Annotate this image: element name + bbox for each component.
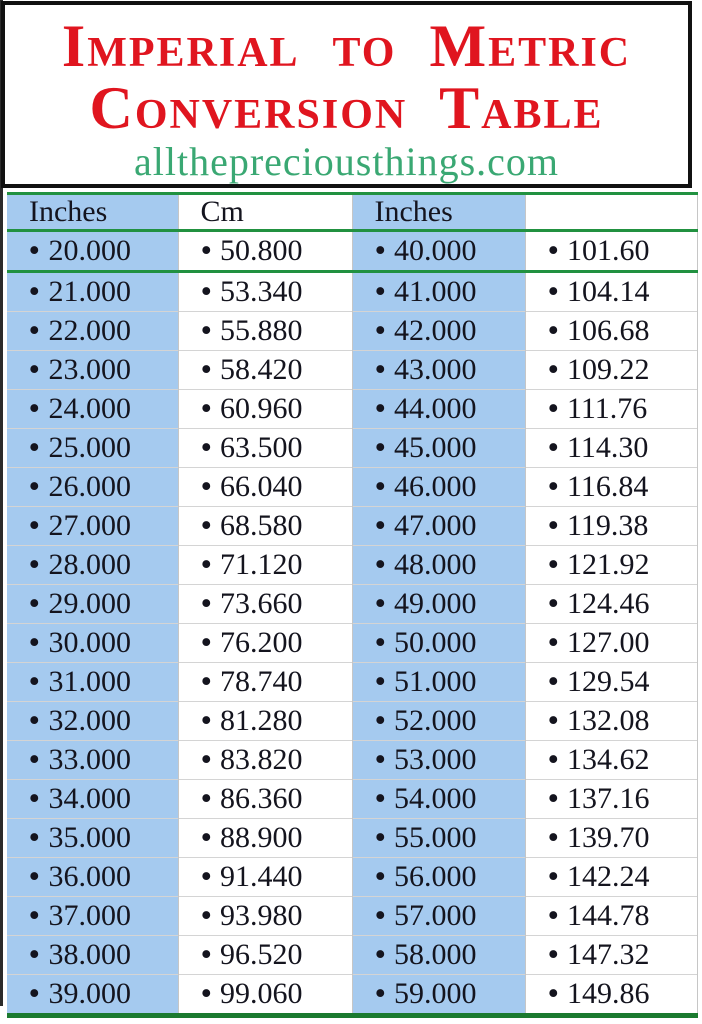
cell-value: 96.520 [220, 938, 303, 971]
cell-value: 44.000 [394, 392, 477, 425]
table-row [7, 351, 697, 390]
bullet-icon: • [373, 780, 386, 817]
cell-in1 [7, 272, 178, 312]
cell-value: 106.68 [567, 314, 650, 347]
cell-value: 37.000 [48, 899, 132, 932]
bullet-icon: • [373, 468, 386, 505]
cell-cm1 [178, 780, 352, 819]
bullet-icon: • [373, 897, 386, 934]
cell-value: 46.000 [394, 470, 477, 503]
cell-in1 [7, 858, 178, 897]
cell-cm1 [178, 351, 352, 390]
cell-in1 [7, 936, 178, 975]
cell-value: 52.000 [394, 704, 477, 737]
cell-value: 71.120 [220, 548, 303, 581]
cell-in2 [352, 507, 525, 546]
cell-value: 132.08 [567, 704, 650, 737]
bullet-icon: • [373, 273, 386, 310]
cell-value: 56.000 [394, 860, 477, 893]
cell-value: 23.000 [48, 353, 132, 386]
cell-cm1 [178, 975, 352, 1016]
bullet-icon: • [199, 351, 212, 388]
cell-in2 [352, 702, 525, 741]
cell-in2 [352, 272, 525, 312]
bullet-icon: • [546, 936, 559, 973]
cell-value: 86.360 [220, 782, 303, 815]
cell-value: 43.000 [394, 353, 477, 386]
bullet-icon: • [546, 312, 559, 349]
bullet-icon: • [28, 546, 41, 583]
cell-in1 [7, 546, 178, 585]
cell-value: 99.060 [220, 977, 303, 1010]
cell-in1 [7, 351, 178, 390]
cell-value: 54.000 [394, 782, 477, 815]
cell-value: 31.000 [48, 665, 132, 698]
bullet-icon: • [28, 351, 41, 388]
cell-in2 [352, 312, 525, 351]
cell-value: 25.000 [48, 431, 132, 464]
bullet-icon: • [546, 702, 559, 739]
cell-value: 76.200 [220, 626, 303, 659]
cell-cm2 [525, 858, 697, 897]
bullet-icon: • [373, 351, 386, 388]
cell-value: 49.000 [394, 587, 477, 620]
bullet-icon: • [546, 663, 559, 700]
cell-value: 83.820 [220, 743, 303, 776]
bullet-icon: • [199, 273, 212, 310]
bullet-icon: • [546, 468, 559, 505]
cell-value: 60.960 [220, 392, 303, 425]
cell-cm1 [178, 272, 352, 312]
bullet-icon: • [199, 897, 212, 934]
cell-cm1 [178, 702, 352, 741]
cell-cm1 [178, 231, 352, 272]
cell-value: 144.78 [567, 899, 650, 932]
cell-value: 63.500 [220, 431, 303, 464]
cell-value: 116.84 [567, 470, 649, 503]
table-row [7, 585, 697, 624]
cell-in2 [352, 741, 525, 780]
table-row [7, 429, 697, 468]
bullet-icon: • [199, 741, 212, 778]
bullet-icon: • [199, 780, 212, 817]
table-row [7, 468, 697, 507]
cell-in2 [352, 858, 525, 897]
cell-in2 [352, 819, 525, 858]
cell-value: 147.32 [567, 938, 650, 971]
cell-in1 [7, 702, 178, 741]
cell-value: 93.980 [220, 899, 303, 932]
bullet-icon: • [28, 273, 41, 310]
cell-value: 68.580 [220, 509, 303, 542]
col-header-cm-right [525, 194, 697, 231]
cell-in1 [7, 468, 178, 507]
table-row [7, 624, 697, 663]
cell-cm1 [178, 507, 352, 546]
bullet-icon: • [546, 819, 559, 856]
cell-value: 53.000 [394, 743, 477, 776]
cell-cm1 [178, 312, 352, 351]
table-row [7, 780, 697, 819]
cell-cm1 [178, 936, 352, 975]
bullet-icon: • [546, 858, 559, 895]
bullet-icon: • [546, 507, 559, 544]
cell-value: 34.000 [48, 782, 132, 815]
cell-value: 127.00 [567, 626, 650, 659]
cell-in1 [7, 231, 178, 272]
cell-cm2 [525, 272, 697, 312]
table-row [7, 663, 697, 702]
cell-cm2 [525, 741, 697, 780]
bullet-icon: • [28, 312, 41, 349]
cell-value: 134.62 [567, 743, 650, 776]
cell-cm2 [525, 663, 697, 702]
cell-in1 [7, 507, 178, 546]
cell-cm1 [178, 468, 352, 507]
bullet-icon: • [28, 429, 41, 466]
cell-cm1 [178, 546, 352, 585]
bullet-icon: • [28, 663, 41, 700]
col-header-inches-right: Inches [352, 194, 525, 231]
cell-cm1 [178, 741, 352, 780]
cell-in1 [7, 975, 178, 1016]
cell-value: 114.30 [567, 431, 649, 464]
conversion-table [7, 192, 698, 1018]
cell-cm2 [525, 702, 697, 741]
bullet-icon: • [199, 429, 212, 466]
cell-value: 22.000 [48, 314, 132, 347]
bullet-icon: • [28, 232, 41, 269]
bullet-icon: • [546, 429, 559, 466]
cell-value: 111.76 [567, 392, 648, 425]
bullet-icon: • [28, 468, 41, 505]
conversion-table-body [7, 231, 697, 1016]
cell-in2 [352, 429, 525, 468]
cell-value: 24.000 [48, 392, 132, 425]
cell-cm1 [178, 897, 352, 936]
bullet-icon: • [546, 897, 559, 934]
cell-value: 104.14 [567, 275, 650, 308]
bullet-icon: • [199, 702, 212, 739]
bullet-icon: • [373, 741, 386, 778]
cell-value: 59.000 [394, 977, 477, 1010]
bullet-icon: • [28, 975, 41, 1012]
cell-in1 [7, 741, 178, 780]
bullet-icon: • [199, 390, 212, 427]
table-row [7, 858, 697, 897]
cell-value: 28.000 [48, 548, 132, 581]
bullet-icon: • [546, 390, 559, 427]
bullet-icon: • [373, 819, 386, 856]
bullet-icon: • [28, 702, 41, 739]
cell-value: 124.46 [567, 587, 650, 620]
cell-cm2 [525, 468, 697, 507]
header-box [1, 1, 692, 188]
table-row [7, 702, 697, 741]
bullet-icon: • [28, 819, 41, 856]
cell-value: 20.000 [48, 234, 132, 267]
col-header-cm-left: Cm [178, 194, 352, 231]
cell-cm1 [178, 663, 352, 702]
website-url: allthepreciousthings.com [133, 139, 559, 184]
cell-in2 [352, 546, 525, 585]
cell-in1 [7, 390, 178, 429]
bullet-icon: • [28, 936, 41, 973]
bullet-icon: • [546, 780, 559, 817]
table-row [7, 936, 697, 975]
bullet-icon: • [373, 624, 386, 661]
cell-in1 [7, 780, 178, 819]
table-row [7, 272, 697, 312]
bullet-icon: • [199, 819, 212, 856]
bullet-icon: • [373, 975, 386, 1012]
table-row [7, 390, 697, 429]
cell-in2 [352, 936, 525, 975]
col-header-inches-left: Inches [7, 194, 178, 231]
cell-value: 81.280 [220, 704, 303, 737]
cell-in1 [7, 624, 178, 663]
bullet-icon: • [28, 585, 41, 622]
bullet-icon: • [546, 975, 559, 1012]
cell-cm2 [525, 546, 697, 585]
bullet-icon: • [199, 975, 212, 1012]
cell-cm1 [178, 585, 352, 624]
cell-in2 [352, 780, 525, 819]
bullet-icon: • [28, 858, 41, 895]
cell-in1 [7, 585, 178, 624]
cell-value: 57.000 [394, 899, 477, 932]
cell-in1 [7, 897, 178, 936]
cell-cm2 [525, 351, 697, 390]
bullet-icon: • [28, 624, 41, 661]
cell-value: 55.000 [394, 821, 477, 854]
cell-cm2 [525, 390, 697, 429]
bullet-icon: • [373, 390, 386, 427]
bullet-icon: • [546, 585, 559, 622]
cell-in1 [7, 819, 178, 858]
table-row [7, 507, 697, 546]
bullet-icon: • [199, 232, 212, 269]
bullet-icon: • [373, 702, 386, 739]
bullet-icon: • [546, 351, 559, 388]
bullet-icon: • [199, 936, 212, 973]
cell-cm2 [525, 312, 697, 351]
bullet-icon: • [28, 390, 41, 427]
cell-in2 [352, 231, 525, 272]
bullet-icon: • [546, 273, 559, 310]
cell-value: 88.900 [220, 821, 303, 854]
bullet-icon: • [546, 232, 559, 269]
cell-value: 139.70 [567, 821, 650, 854]
cell-value: 149.86 [567, 977, 650, 1010]
cell-value: 26.000 [48, 470, 132, 503]
cell-cm1 [178, 858, 352, 897]
cell-value: 36.000 [48, 860, 132, 893]
bullet-icon: • [199, 585, 212, 622]
bullet-icon: • [199, 507, 212, 544]
cell-cm2 [525, 780, 697, 819]
table-row [7, 975, 697, 1016]
bullet-icon: • [373, 546, 386, 583]
bullet-icon: • [373, 232, 386, 269]
conversion-table-wrapper [7, 192, 697, 1018]
cell-cm2 [525, 585, 697, 624]
cell-value: 27.000 [48, 509, 132, 542]
cell-cm1 [178, 624, 352, 663]
cell-value: 45.000 [394, 431, 477, 464]
cell-in2 [352, 468, 525, 507]
cell-value: 47.000 [394, 509, 477, 542]
bullet-icon: • [373, 507, 386, 544]
cell-value: 78.740 [220, 665, 303, 698]
cell-cm2 [525, 507, 697, 546]
cell-value: 91.440 [220, 860, 303, 893]
cell-value: 53.340 [220, 275, 303, 308]
cell-in2 [352, 624, 525, 663]
cell-value: 42.000 [394, 314, 477, 347]
table-row [7, 546, 697, 585]
bullet-icon: • [199, 858, 212, 895]
bullet-icon: • [546, 546, 559, 583]
cell-value: 142.24 [567, 860, 650, 893]
cell-value: 51.000 [394, 665, 477, 698]
cell-value: 50.800 [220, 234, 303, 267]
cell-cm2 [525, 897, 697, 936]
cell-cm2 [525, 429, 697, 468]
cell-cm2 [525, 936, 697, 975]
cell-cm1 [178, 819, 352, 858]
table-header-row [7, 194, 697, 231]
cell-value: 30.000 [48, 626, 132, 659]
table-row [7, 819, 697, 858]
bullet-icon: • [546, 624, 559, 661]
table-row [7, 897, 697, 936]
cell-value: 33.000 [48, 743, 132, 776]
bullet-icon: • [373, 936, 386, 973]
cell-value: 29.000 [48, 587, 132, 620]
cell-cm1 [178, 429, 352, 468]
page-title-line2: Conversion Table [89, 75, 604, 141]
cell-cm2 [525, 624, 697, 663]
cell-in2 [352, 975, 525, 1016]
cell-cm2 [525, 819, 697, 858]
cell-in2 [352, 897, 525, 936]
cell-value: 38.000 [48, 938, 132, 971]
cell-in1 [7, 429, 178, 468]
cell-value: 58.420 [220, 353, 303, 386]
bullet-icon: • [28, 741, 41, 778]
cell-value: 39.000 [48, 977, 132, 1010]
bullet-icon: • [28, 780, 41, 817]
bullet-icon: • [28, 897, 41, 934]
cell-value: 48.000 [394, 548, 477, 581]
cell-value: 50.000 [394, 626, 477, 659]
bullet-icon: • [373, 312, 386, 349]
cell-value: 32.000 [48, 704, 132, 737]
cell-in1 [7, 312, 178, 351]
cell-value: 101.60 [567, 234, 650, 267]
bullet-icon: • [373, 429, 386, 466]
cell-cm1 [178, 390, 352, 429]
cell-value: 55.880 [220, 314, 303, 347]
bullet-icon: • [373, 663, 386, 700]
bullet-icon: • [199, 663, 212, 700]
table-row [7, 231, 697, 272]
cell-in2 [352, 663, 525, 702]
table-row [7, 312, 697, 351]
cell-value: 66.040 [220, 470, 303, 503]
bullet-icon: • [373, 858, 386, 895]
cell-in2 [352, 585, 525, 624]
cell-cm2 [525, 975, 697, 1016]
bullet-icon: • [199, 312, 212, 349]
bullet-icon: • [199, 546, 212, 583]
cell-value: 40.000 [394, 234, 477, 267]
cell-value: 21.000 [48, 275, 132, 308]
bullet-icon: • [199, 468, 212, 505]
cell-value: 109.22 [567, 353, 650, 386]
cell-value: 119.38 [567, 509, 649, 542]
cell-in2 [352, 351, 525, 390]
cell-cm2 [525, 231, 697, 272]
bullet-icon: • [28, 507, 41, 544]
cell-value: 35.000 [48, 821, 132, 854]
cell-value: 137.16 [567, 782, 650, 815]
cell-value: 129.54 [567, 665, 650, 698]
bullet-icon: • [373, 585, 386, 622]
cell-in2 [352, 390, 525, 429]
cell-value: 58.000 [394, 938, 477, 971]
bullet-icon: • [546, 741, 559, 778]
cell-value: 121.92 [567, 548, 650, 581]
cell-value: 73.660 [220, 587, 303, 620]
page-title-line1: Imperial to Metric [61, 13, 632, 79]
bullet-icon: • [199, 624, 212, 661]
table-row [7, 741, 697, 780]
cell-in1 [7, 663, 178, 702]
cell-value: 41.000 [394, 275, 477, 308]
